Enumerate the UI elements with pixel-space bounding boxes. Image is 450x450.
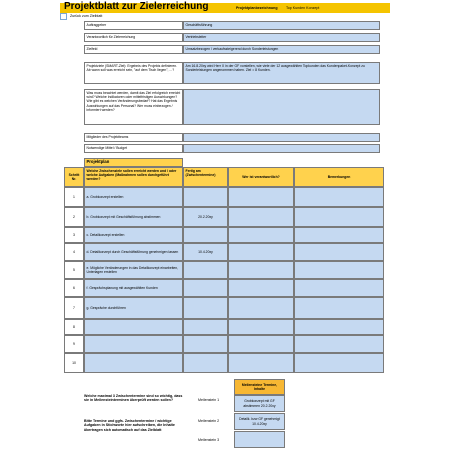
notes-cell[interactable] bbox=[294, 207, 384, 227]
notes-cell[interactable] bbox=[294, 319, 384, 335]
step-number: 6 bbox=[64, 279, 84, 297]
info-value-7[interactable] bbox=[183, 144, 380, 153]
info-value-2[interactable]: Vertriebsleiter bbox=[183, 33, 380, 42]
milestone-value[interactable]: Detailk. bzw GF genehmigt 10.4.20xy bbox=[234, 413, 285, 430]
info-value-6[interactable] bbox=[183, 133, 380, 142]
task-cell[interactable]: d. Detailkonzept durch Geschäftsführung genehmigen lassen bbox=[84, 243, 183, 261]
notes-cell[interactable] bbox=[294, 227, 384, 243]
due-cell[interactable] bbox=[183, 319, 228, 335]
task-cell[interactable]: a. Grobkonzept erstellen bbox=[84, 187, 183, 207]
notes-cell[interactable] bbox=[294, 279, 384, 297]
due-cell[interactable]: 10.4.20xy bbox=[183, 243, 228, 261]
step-number: 9 bbox=[64, 335, 84, 353]
project-value[interactable]: Top Kunden Konzept bbox=[286, 6, 320, 10]
info-label-7: Notwendige Mittel / Budget bbox=[84, 144, 183, 153]
resp-cell[interactable] bbox=[228, 279, 294, 297]
milestone-label: Meilenstein 2 bbox=[198, 419, 220, 423]
resp-cell[interactable] bbox=[228, 243, 294, 261]
info-value-4[interactable]: Am 16.8.20xy wird Herr X in der GF vorstellen, wie viele der 12 ausgewählten Topkunden das Kundenpaket-Konzept zu Sonderleistungen angenommen haben. Ziel = 8 Kunden. bbox=[183, 62, 380, 84]
due-cell[interactable]: 20.2.20xy bbox=[183, 207, 228, 227]
task-cell[interactable] bbox=[84, 353, 183, 373]
col-resp-header: Wer ist verantwortlich? bbox=[228, 167, 294, 187]
info-label-1: Auftraggeber bbox=[84, 21, 183, 30]
notes-cell[interactable] bbox=[294, 187, 384, 207]
step-number: 3 bbox=[64, 227, 84, 243]
plan-heading: Projektplan bbox=[84, 158, 183, 167]
resp-cell[interactable] bbox=[228, 227, 294, 243]
task-cell[interactable]: c. Detailkonzept erstellen bbox=[84, 227, 183, 243]
step-number: 10 bbox=[64, 353, 84, 373]
info-label-3: Zielfeld bbox=[84, 45, 183, 54]
info-value-5[interactable] bbox=[183, 89, 380, 125]
resp-cell[interactable] bbox=[228, 207, 294, 227]
step-number: 1 bbox=[64, 187, 84, 207]
notes-cell[interactable] bbox=[294, 335, 384, 353]
info-label-6: Mitglieder des Projektteams bbox=[84, 133, 183, 142]
notes-cell[interactable] bbox=[294, 353, 384, 373]
due-cell[interactable] bbox=[183, 261, 228, 279]
resp-cell[interactable] bbox=[228, 319, 294, 335]
milestones-instruction: Bitte Termine und ggfs. Zwischentermine / wichtige Aufgaben in Stichworte hier aufschreiben, die Inhalte übertragen sich automatisch auf das Zielblatt bbox=[84, 419, 175, 432]
page-title: Projektblatt zur Zielerreichung bbox=[64, 1, 209, 12]
col-step-header: Schritt Nr. bbox=[64, 167, 84, 187]
resp-cell[interactable] bbox=[228, 187, 294, 207]
task-cell[interactable]: b. Grobkonzept mit Geschäftsführung abstimmen bbox=[84, 207, 183, 227]
sheet-icon[interactable] bbox=[60, 13, 67, 20]
info-value-3[interactable]: Umsatzbezogen / verkaufssteigerend durch Sonderleistungen bbox=[183, 45, 380, 54]
milestones-header: Meilensteine Termine, Inhalte bbox=[234, 379, 285, 395]
notes-cell[interactable] bbox=[294, 261, 384, 279]
due-cell[interactable] bbox=[183, 335, 228, 353]
task-cell[interactable]: f. Gesprächsplanung mit ausgewählten Kunden bbox=[84, 279, 183, 297]
step-number: 7 bbox=[64, 297, 84, 319]
notes-cell[interactable] bbox=[294, 297, 384, 319]
due-cell[interactable] bbox=[183, 353, 228, 373]
milestones-question: Welche maximal 3 Zwischentermine sind so wichtig, dass sie in Meilensteinterminen überprüft werden sollen? bbox=[84, 394, 183, 403]
milestone-label: Meilenstein 1 bbox=[198, 398, 220, 402]
info-value-1[interactable]: Geschäftsführung bbox=[183, 21, 380, 30]
col-notes-header: Bemerkungen bbox=[294, 167, 384, 187]
step-number: 4 bbox=[64, 243, 84, 261]
due-cell[interactable] bbox=[183, 227, 228, 243]
info-label-2: Verantwortlich für Zielerreichung bbox=[84, 33, 183, 42]
task-cell[interactable]: g. Gespräche durchführen bbox=[84, 297, 183, 319]
resp-cell[interactable] bbox=[228, 353, 294, 373]
milestone-label: Meilenstein 3 bbox=[198, 438, 220, 442]
info-label-4: Projektziele (SMART-Ziel): Ergebnis des Projekts definieren. Ab wann soll was erreicht sein, "auf dem Tisch liegen", ...? bbox=[84, 62, 183, 84]
step-number: 5 bbox=[64, 261, 84, 279]
resp-cell[interactable] bbox=[228, 261, 294, 279]
milestone-value[interactable] bbox=[234, 431, 285, 448]
col-task-header: Welche Zwischenziele sollen erreicht werden und / oder welche Aufgaben (Maßnahmen sollen durchgeführt werden? bbox=[84, 167, 183, 187]
step-number: 8 bbox=[64, 319, 84, 335]
due-cell[interactable] bbox=[183, 297, 228, 319]
notes-cell[interactable] bbox=[294, 243, 384, 261]
task-cell[interactable] bbox=[84, 335, 183, 353]
project-label: Projektplanbezeichnung bbox=[236, 6, 278, 10]
col-due-header: Fertig am (Zwischentermine) bbox=[183, 167, 228, 187]
due-cell[interactable] bbox=[183, 187, 228, 207]
back-link[interactable]: Zurück zum Zielblatt bbox=[70, 14, 103, 18]
resp-cell[interactable] bbox=[228, 335, 294, 353]
resp-cell[interactable] bbox=[228, 297, 294, 319]
step-number: 2 bbox=[64, 207, 84, 227]
task-cell[interactable] bbox=[84, 319, 183, 335]
due-cell[interactable] bbox=[183, 279, 228, 297]
task-cell[interactable]: e. Mögliche Veränderungen in das Detailkonzept einarbeiten, Unterlagen erstellen bbox=[84, 261, 183, 279]
info-label-5: Was muss beachtet werden, damit das Ziel erfolgreich erreicht wird? Welche Indikatoren oder mittelfristigen Auswirkungen? Wie gibt es welchen Veränderungsbedarf? Hat das Ergebnis Auswirkungen auf das Personal? Wer muss einbezogen / informiert werden? bbox=[84, 89, 183, 125]
milestone-value[interactable]: Grobkonzept mit GF abstimmen 20.2.20xy bbox=[234, 395, 285, 412]
